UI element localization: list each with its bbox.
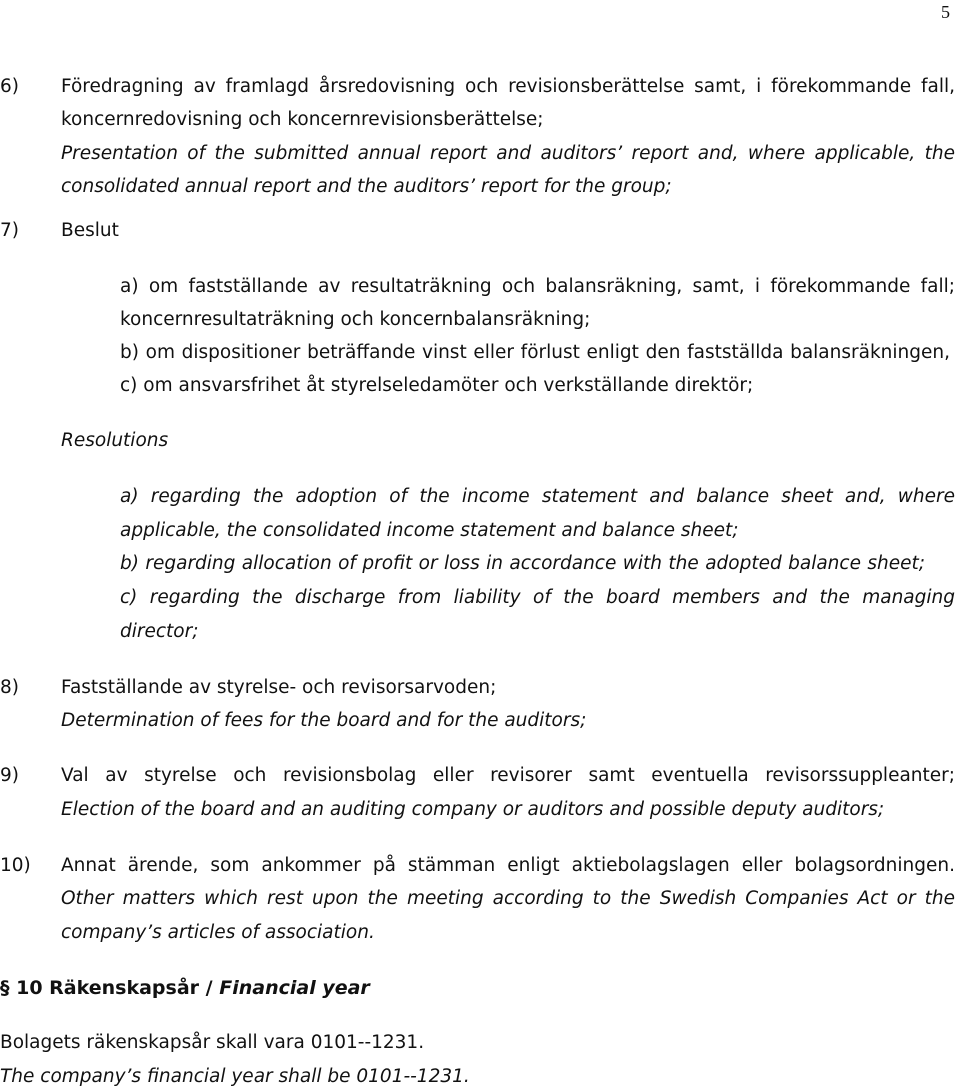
- page-number: 5: [941, 2, 950, 22]
- section-sv-text: Bolagets räkenskapsår skall vara 0101--1231.: [0, 1032, 425, 1053]
- section-symbol: §: [0, 977, 10, 999]
- item-6-line-1: Föredragning av framlagd årsredovisning och revisionsberättelse samt, i förekommande fall,: [61, 76, 955, 97]
- item-10-sv: Annat ärende, som ankommer på stämman enligt aktiebolagslagen eller bolagsordningen.: [61, 855, 955, 876]
- item-9-sv: Val av styrelse och revisionsbolag eller revisorer samt eventuella revisorssuppleanter;: [61, 765, 955, 786]
- item-10-number: 10): [0, 855, 31, 876]
- item-7-en-line-3: b) regarding allocation of profit or loss in accordance with the adopted balance sheet;: [120, 553, 925, 574]
- item-7-en-line-5: director;: [120, 621, 199, 642]
- section-sv-title: 10 Räkenskapsår: [16, 977, 200, 999]
- item-10-en-line-2: company’s articles of association.: [61, 922, 375, 943]
- item-7-sv-line-2: koncernresultaträkning och koncernbalansräkning;: [120, 309, 591, 330]
- item-7-sv-line-4: c) om ansvarsfrihet åt styrelseledamöter och verkställande direktör;: [120, 375, 754, 396]
- item-10-en-line-1: Other matters which rest upon the meeting according to the Swedish Companies Act or the: [61, 888, 955, 909]
- item-7-sv-line-3: b) om dispositioner beträffande vinst eller förlust enligt den fastställda balansräkningen,: [120, 342, 950, 363]
- item-8-en: Determination of fees for the board and for the auditors;: [61, 710, 587, 731]
- item-7-en-line-1: a) regarding the adoption of the income statement and balance sheet and, where: [120, 486, 955, 507]
- item-8-sv: Fastställande av styrelse- och revisorsarvoden;: [61, 677, 497, 698]
- item-7-en-title: Resolutions: [61, 430, 169, 451]
- section-en-title: Financial year: [219, 977, 370, 999]
- section-en-text: The company’s financial year shall be 0101--1231.: [0, 1066, 470, 1087]
- item-7-number: 7): [0, 220, 19, 241]
- item-8-number: 8): [0, 677, 19, 698]
- item-6-line-4: consolidated annual report and the auditors’ report for the group;: [61, 176, 672, 197]
- item-7-en-line-2: applicable, the consolidated income statement and balance sheet;: [120, 520, 739, 541]
- item-6-number: 6): [0, 76, 19, 97]
- item-7-title: Beslut: [61, 220, 119, 241]
- item-7-sv-line-1: a) om fastställande av resultaträkning och balansräkning, samt, i förekommande fall;: [120, 276, 955, 297]
- item-6-line-2: koncernredovisning och koncernrevisionsberättelse;: [61, 109, 544, 130]
- item-6-line-3: Presentation of the submitted annual report and auditors’ report and, where applicable, the: [61, 143, 955, 164]
- section-heading: [0, 977, 370, 999]
- item-9-en: Election of the board and an auditing company or auditors and possible deputy auditors;: [61, 799, 885, 820]
- item-9-number: 9): [0, 765, 19, 786]
- item-7-en-line-4: c) regarding the discharge from liability of the board members and the managing: [120, 587, 955, 608]
- section-separator: /: [205, 977, 213, 999]
